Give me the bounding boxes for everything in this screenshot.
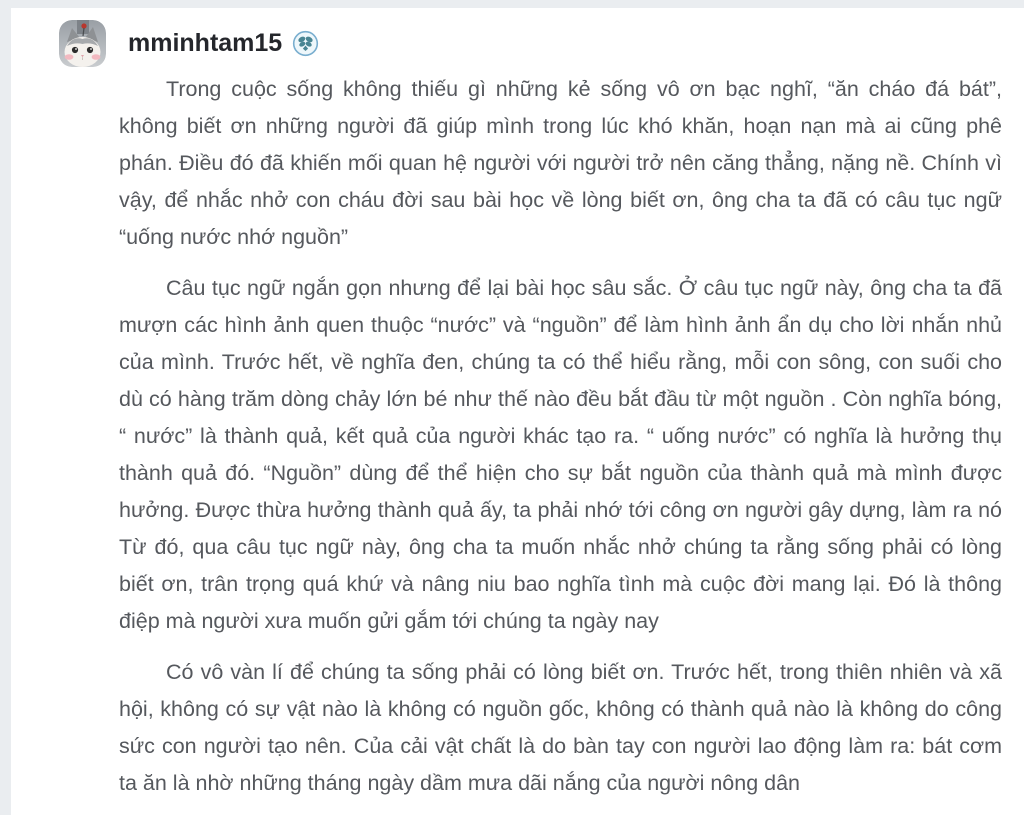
cat-avatar-image bbox=[59, 20, 106, 67]
cat-avatar[interactable] bbox=[59, 20, 106, 67]
paragraph-3: Có vô vàn lí để chúng ta sống phải có lòng biết ơn. Trước hết, trong thiên nhiên và xã hội, không có sự vật nào là không có nguồn gốc, không có thành quả nào là không do công sức con người tạo nên. Của cải vật chất là do bàn tay con người lao động làm ra: bát cơm ta ăn là nhờ những tháng ngày dầm mưa dãi nắng của người nông dân bbox=[119, 660, 1002, 795]
rank-badge-icon bbox=[292, 30, 319, 57]
paragraph-2: Câu tục ngữ ngắn gọn nhưng để lại bài học sâu sắc. Ở câu tục ngữ này, ông cha ta đã mượn các hình ảnh quen thuộc “nước” và “nguồn” để làm hình ảnh ẩn dụ cho lời nhắn nhủ của mình. Trước hết, về nghĩa đen, chúng ta có thể hiểu rằng, mỗi con sông, con suối cho dù có hàng trăm dòng chảy lớn bé như thế nào đều bắt đầu từ một nguồn . Còn nghĩa bóng, “ nước” là thành quả, kết quả của người khác tạo ra. “ uống nước” có nghĩa là hưởng thụ thành quả đó. “Nguồn” dùng để thể hiện cho sự bắt nguồn của thành quả mà mình được hưởng. Được thừa hưởng thành quả ấy, ta phải nhớ tới công ơn người gây dựng, làm ra nó Từ đó, qua câu tục ngữ này, ông cha ta muốn nhắc nhở chúng ta rằng sống phải có lòng biết ơn, trân trọng quá khứ và nâng niu bao nghĩa tình mà cuộc đời mang lại. Đó là thông điệp mà người xưa muốn gửi gắm tới chúng ta ngày nay bbox=[119, 276, 1002, 633]
post-card bbox=[11, 8, 1024, 815]
username-link[interactable]: mminhtam15 bbox=[128, 29, 283, 57]
paragraph-1: Trong cuộc sống không thiếu gì những kẻ sống vô ơn bạc nghĩ, “ăn cháo đá bát”, không biết ơn những người đã giúp mình trong lúc khó khăn, hoạn nạn mà ai cũng phê phán. Điều đó đã khiến mối quan hệ người với người trở nên căng thẳng, nặng nề. Chính vì vậy, để nhắc nhở con cháu đời sau bài học về lòng biết ơn, ông cha ta đã có câu tục ngữ “uống nước nhớ nguồn” bbox=[119, 77, 1002, 249]
post-body bbox=[119, 71, 1002, 802]
post-header bbox=[11, 8, 1024, 67]
